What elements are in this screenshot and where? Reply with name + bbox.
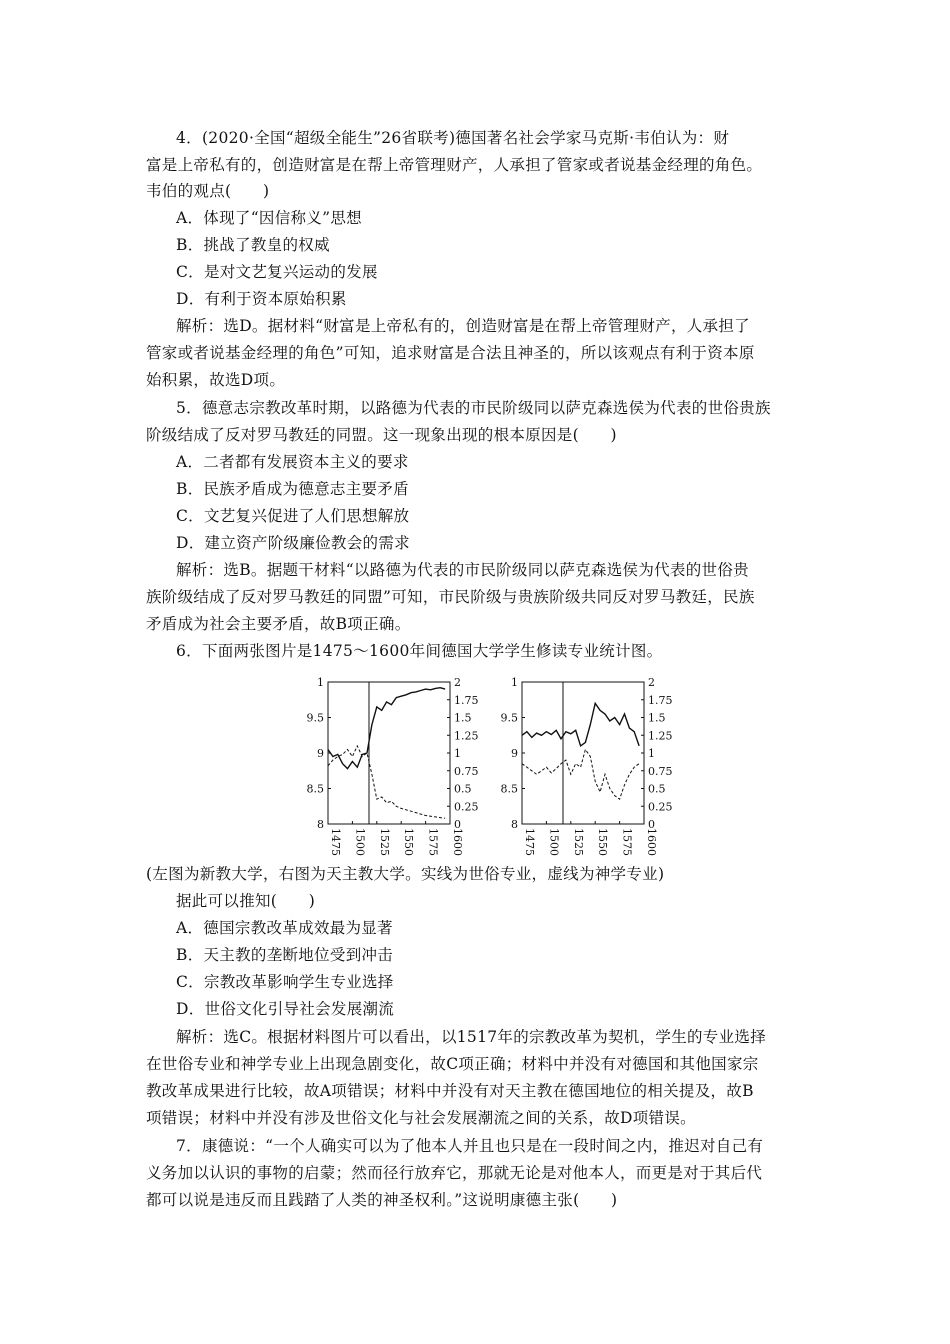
left-tick-label: 8.5: [306, 782, 324, 796]
left-tick-label: 8.5: [500, 782, 518, 796]
x-tick-label: 1600: [451, 828, 464, 856]
left-tick-label: 8: [511, 818, 518, 831]
q4-option-b: B．挑战了教皇的权威: [176, 236, 330, 254]
q6-caption: (左图为新教大学，右图为天主教大学。实线为世俗专业，虚线为神学专业): [146, 865, 665, 883]
q5-option-d: D．建立资产阶级廉俭教会的需求: [176, 534, 410, 552]
q5-stem-line-1: 5．德意志宗教改革时期，以路德为代表的市民阶级同以萨克森选侯为代表的世俗贵族: [176, 399, 771, 417]
q6-analysis-line-2: 在世俗专业和神学专业上出现急剧变化，故C项正确；材料中并没有对德国和其他国家宗: [146, 1055, 759, 1073]
q6-prompt: 据此可以推知( ): [176, 892, 316, 910]
right-tick-label: 1.25: [454, 729, 479, 743]
x-tick-label: 1525: [571, 828, 585, 856]
q6-charts-svg: [300, 672, 673, 862]
right-tick-label: 0.5: [454, 782, 472, 796]
q4-analysis-line-3: 始积累，故选D项。: [146, 371, 286, 389]
x-tick-label: 1575: [426, 828, 440, 856]
q4-stem-line-2: 富是上帝私有的，创造财富是在帮上帝管理财产，人承担了管家或者说基金经理的角色。: [146, 156, 763, 174]
q4-option-a: A．体现了“因信称义”思想: [176, 209, 362, 227]
right-tick-label: 2: [454, 676, 461, 689]
q4-stem-line-1: 4．(2020·全国“超级全能生”26省联考)德国著名社会学家马克斯·韦伯认为：财: [176, 129, 730, 147]
left-tick-label: 9.5: [500, 711, 518, 725]
q4-analysis-line-1: 解析：选D。据材料“财富是上帝私有的，创造财富是在帮上帝管理财产，人承担了: [176, 317, 750, 335]
q6-option-b: B．天主教的垄断地位受到冲击: [176, 946, 394, 964]
left-tick-label: 1: [511, 676, 518, 689]
secular-major-line: [328, 688, 445, 769]
q6-option-c: C．宗教改革影响学生专业选择: [176, 973, 394, 991]
secular-major-line: [522, 703, 639, 746]
left-tick-label: 8: [317, 818, 324, 831]
q6-option-d: D．世俗文化引导社会发展潮流: [176, 1000, 395, 1018]
q7-stem-line-3: 都可以说是违反而且践踏了人类的神圣权利。”这说明康德主张( ): [146, 1191, 618, 1209]
theology-major-line: [522, 750, 639, 800]
right-tick-label: 2: [648, 676, 655, 689]
q5-option-a: A．二者都有发展资本主义的要求: [176, 453, 409, 471]
right-tick-label: 0.75: [454, 764, 479, 778]
q6-option-a: A．德国宗教改革成效最为显著: [176, 919, 393, 937]
left-tick-label: 9.5: [306, 711, 324, 725]
right-tick-label: 1.25: [648, 729, 673, 743]
right-tick-label: 1.5: [648, 711, 666, 725]
q6-stem-line-1: 6．下面两张图片是1475～1600年间德国大学学生修读专业统计图。: [176, 642, 663, 660]
q4-option-c: C．是对文艺复兴运动的发展: [176, 263, 378, 281]
q7-stem-line-1: 7．康德说：“一个人确实可以为了他本人并且也只是在一段时间之内，推迟对自己有: [176, 1137, 764, 1155]
right-tick-label: 0: [454, 818, 461, 831]
left-tick-label: 9: [511, 747, 518, 760]
x-tick-label: 1475: [523, 828, 536, 856]
chart-1: [307, 676, 479, 856]
q4-analysis-line-2: 管家或者说基金经理的角色”可知，追求财富是合法且神圣的，所以该观点有利于资本原: [146, 344, 755, 362]
q6-analysis-line-4: 项错误；材料中并没有涉及世俗文化与社会发展潮流之间的关系，故D项错误。: [146, 1109, 696, 1127]
q4-option-d: D．有利于资本原始积累: [176, 290, 347, 308]
q6-charts-figure: [300, 672, 673, 862]
right-tick-label: 0.25: [454, 800, 479, 814]
right-tick-label: 0.25: [648, 800, 673, 814]
right-tick-label: 1.5: [454, 711, 472, 725]
q5-option-c: C．文艺复兴促进了人们思想解放: [176, 507, 410, 525]
q7-stem-line-2: 义务加以认识的事物的启蒙；然而径行放弃它，那就无论是对他本人，而更是对于其后代: [146, 1164, 763, 1182]
right-tick-label: 1: [648, 747, 655, 760]
x-tick-label: 1550: [596, 828, 610, 856]
right-tick-label: 1: [454, 747, 461, 760]
q5-analysis-line-2: 族阶级结成了反对罗马教廷的同盟”可知，市民阶级与贵族阶级共同反对罗马教廷，民族: [146, 588, 755, 606]
q5-analysis-line-1: 解析：选B。据题干材料“以路德为代表的市民阶级同以萨克森选侯为代表的世俗贵: [176, 561, 749, 579]
chart-2: [501, 676, 673, 856]
q5-analysis-line-3: 矛盾成为社会主要矛盾，故B项正确。: [146, 615, 411, 633]
left-tick-label: 1: [317, 676, 324, 689]
chart-frame: [522, 682, 644, 824]
q5-option-b: B．民族矛盾成为德意志主要矛盾: [176, 480, 409, 498]
x-tick-label: 1500: [547, 828, 561, 856]
x-tick-label: 1575: [620, 828, 634, 856]
right-tick-label: 0: [648, 818, 655, 831]
x-tick-label: 1525: [377, 828, 391, 856]
x-tick-label: 1475: [329, 828, 342, 856]
x-tick-label: 1550: [402, 828, 416, 856]
right-tick-label: 1.75: [454, 693, 479, 707]
q5-stem-line-2: 阶级结成了反对罗马教廷的同盟。这一现象出现的根本原因是( ): [146, 426, 617, 444]
q6-analysis-line-3: 教改革成果进行比较，故A项错误；材料中并没有对天主教在德国地位的相关提及，故B: [146, 1082, 754, 1100]
right-tick-label: 0.5: [648, 782, 666, 796]
left-tick-label: 9: [317, 747, 324, 760]
q6-analysis-line-1: 解析：选C。根据材料图片可以看出，以1517年的宗教改革为契机，学生的专业选择: [176, 1028, 767, 1046]
x-tick-label: 1600: [645, 828, 658, 856]
x-tick-label: 1500: [353, 828, 367, 856]
q4-stem-line-3: 韦伯的观点( ): [146, 182, 270, 200]
right-tick-label: 0.75: [648, 764, 673, 778]
right-tick-label: 1.75: [648, 693, 673, 707]
theology-major-line: [328, 746, 445, 818]
